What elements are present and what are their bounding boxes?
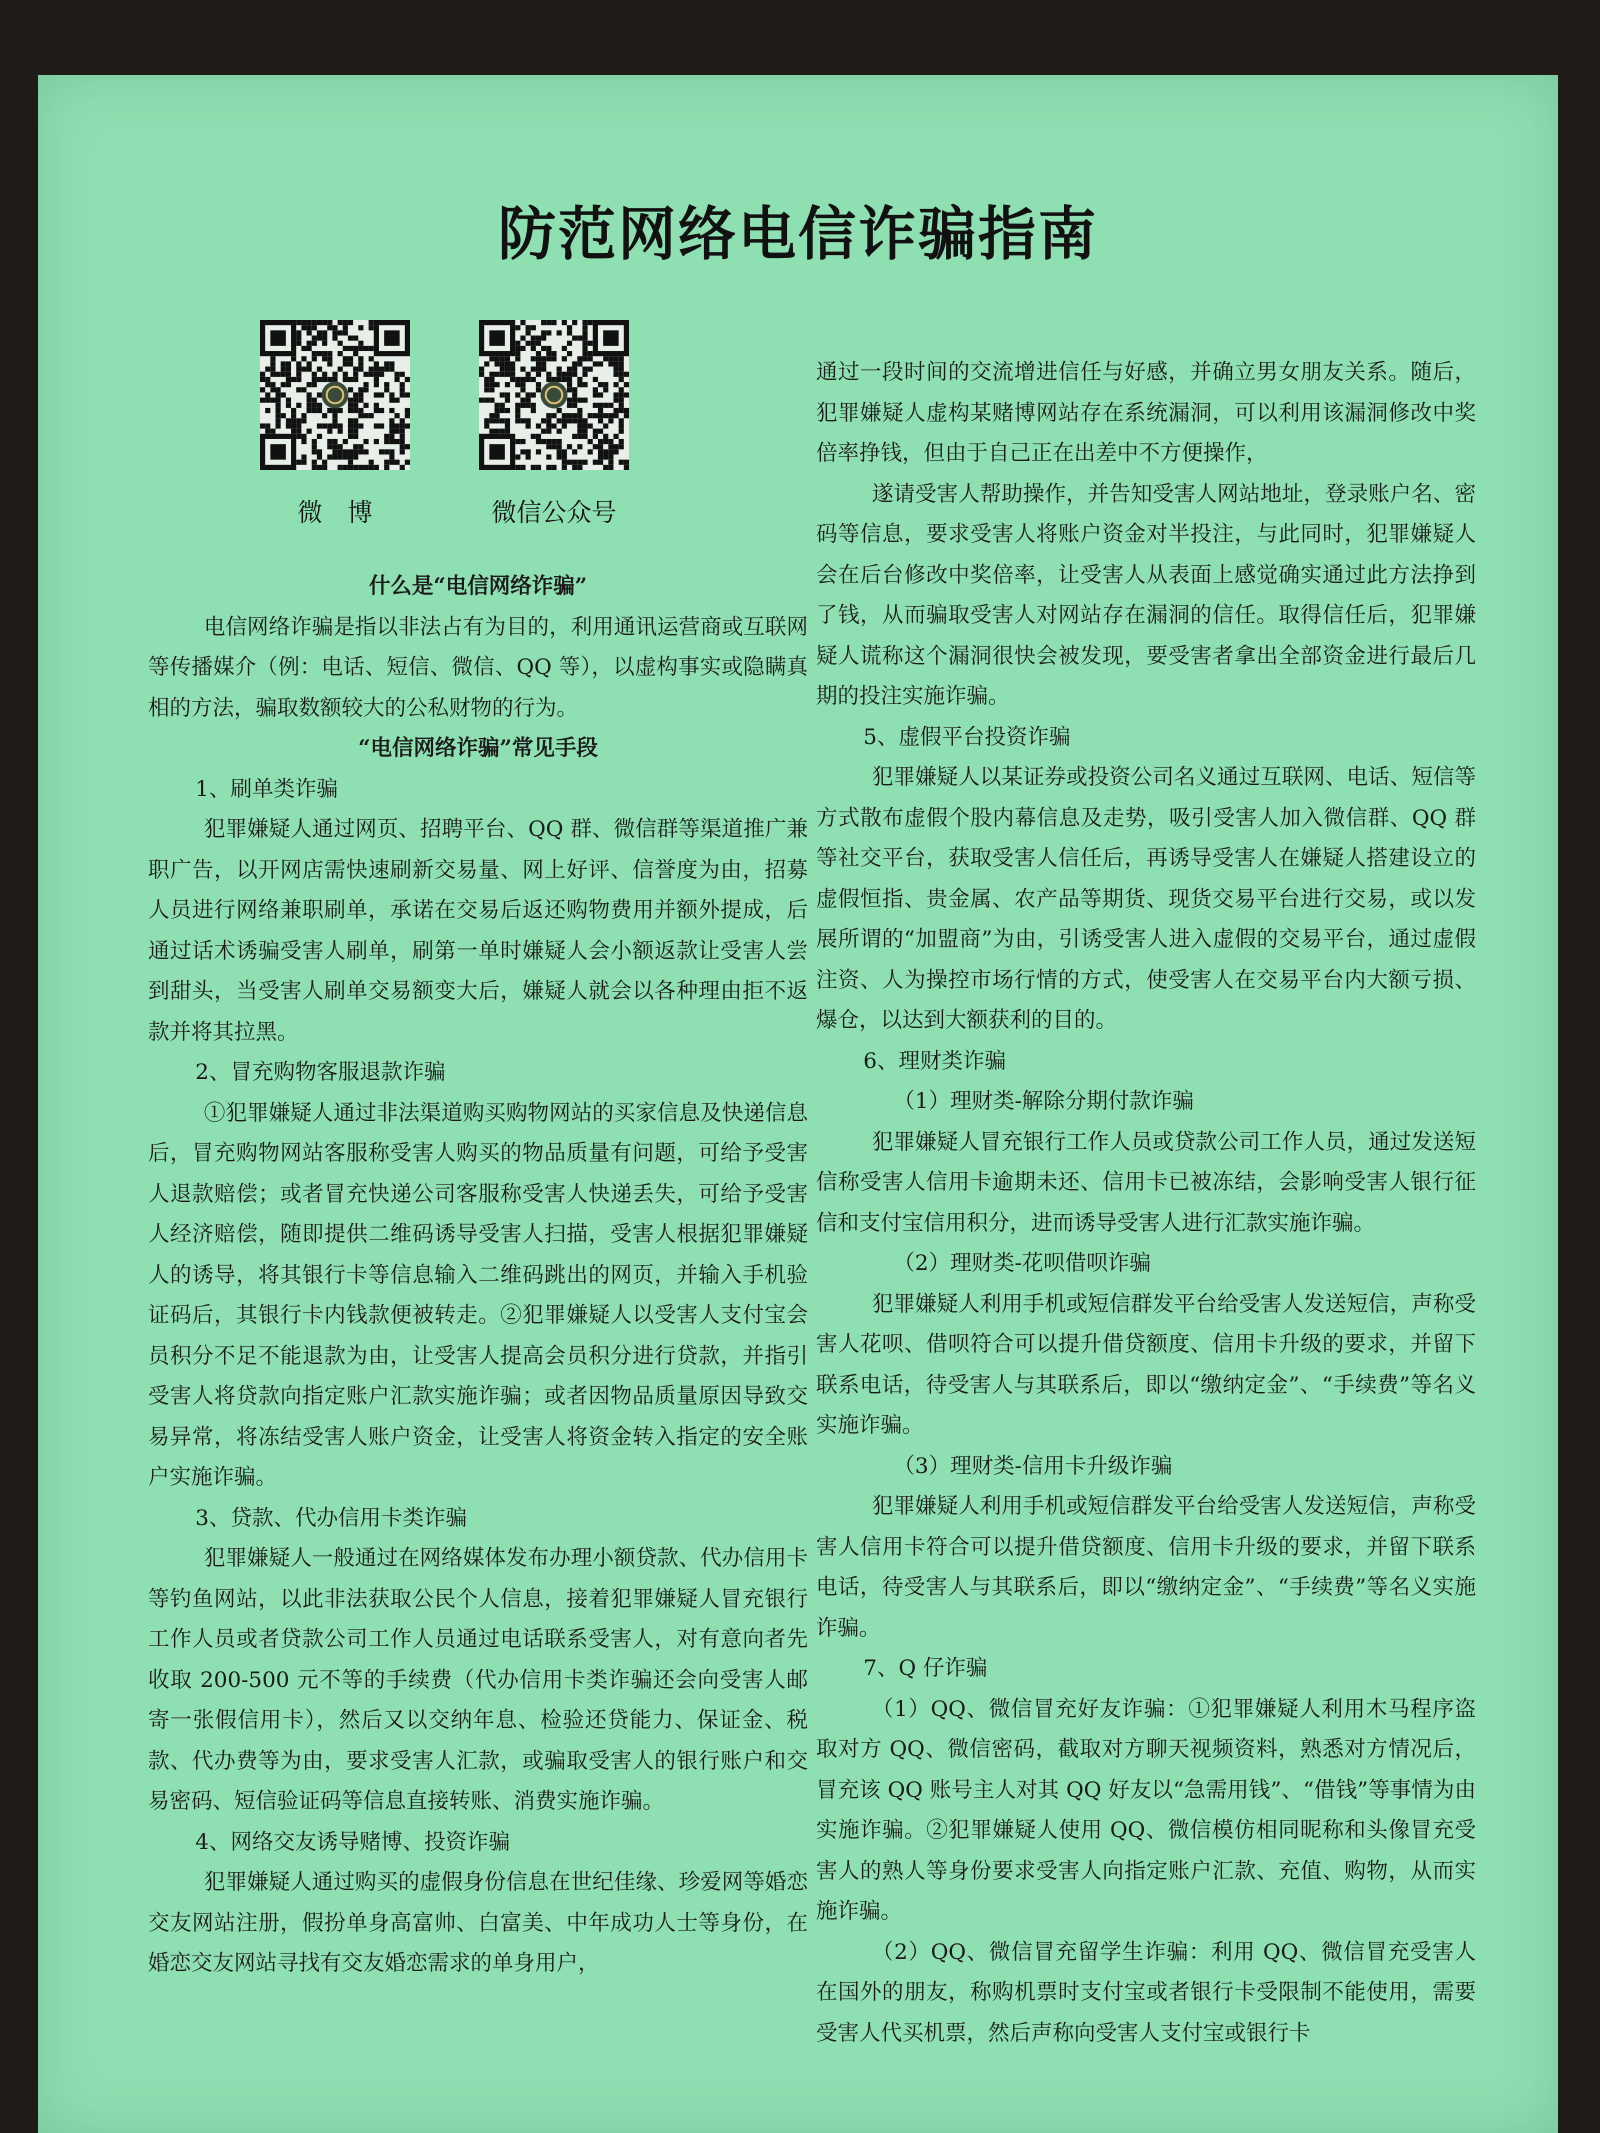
subsection-heading: 2、冒充购物客服退款诈骗 [195, 1060, 446, 1085]
left-column [148, 567, 808, 1985]
paragraph: 遂请受害人帮助操作，并告知受害人网站地址，登录账户名、密码等信息，要求受害人将账户资金对半投注，与此同时，犯罪嫌疑人会在后台修改中奖倍率，让受害人从表面上感觉确实通过此方法挣到了钱，从而骗取受害人对网站存在漏洞的信任。取得信任后，犯罪嫌疑人谎称这个漏洞很快会被发现，要受害者拿出全部资金进行最后几期的投注实施诈骗。 [816, 481, 1476, 709]
qr-code-icon [260, 320, 410, 470]
paragraph: 犯罪嫌疑人以某证券或投资公司名义通过互联网、电话、短信等方式散布虚假个股内幕信息及走势，吸引受害人加入微信群、QQ 群等社交平台，获取受害人信任后，再诱导受害人在嫌疑人搭建设立的虚假恒指、贵金属、农产品等期货、现货交易平台进行交易，或以发展所谓的“加盟商”为由，引诱受害人进入虚假的交易平台，通过虚假注资、人为操控市场行情的方式，使受害人在交易平台内大额亏损、爆仓，以达到大额获利的目的。 [816, 765, 1476, 1033]
subsection-heading: （3）理财类-信用卡升级诈骗 [893, 1453, 1173, 1479]
weibo-qr-label: 微 博 [297, 498, 373, 527]
paragraph: 电信网络诈骗是指以非法占有为目的，利用通讯运营商或互联网等传播媒介（例：电话、短信、微信、QQ 等），以虚构事实或隐瞒真相的方法，骗取数额较大的公私财物的行为。 [148, 614, 808, 721]
paragraph: 犯罪嫌疑人通过购买的虚假身份信息在世纪佳缘、珍爱网等婚恋交友网站注册，假扮单身高富帅、白富美、中年成功人士等身份，在婚恋交友网站寻找有交友婚恋需求的单身用户， [148, 1870, 808, 1976]
wechat-qr-label: 微信公众号 [491, 498, 617, 527]
paragraph: 犯罪嫌疑人利用手机或短信群发平台给受害人发送短信，声称受害人信用卡符合可以提升借贷额度、信用卡升级的要求，并留下联系电话，待受害人与其联系后，即以“缴纳定金”、“手续费”等名义实施诈骗。 [816, 1494, 1476, 1641]
subsection-heading: 1、刷单类诈骗 [195, 776, 338, 802]
right-column [816, 353, 1476, 2054]
paragraph: 犯罪嫌疑人通过网页、招聘平台、QQ 群、微信群等渠道推广兼职广告，以开网店需快速刷新交易量、网上好评、信誉度为由，招募人员进行网络兼职刷单，承诺在交易后返还购物费用并额外提成，后通过话术诱骗受害人刷单，刷第一单时嫌疑人会小额返款让受害人尝到甜头，当受害人刷单交易额变大后，嫌疑人就会以各种理由拒不返款并将其拉黑。 [148, 817, 808, 1045]
paragraph: ①犯罪嫌疑人通过非法渠道购买购物网站的买家信息及快递信息后，冒充购物网站客服称受害人购买的物品质量有问题，可给予受害人退款赔偿；或者冒充快递公司客服称受害人快递丢失，可给予受害人经济赔偿，随即提供二维码诱导受害人扫描，受害人根据犯罪嫌疑人的诱导，将其银行卡等信息输入二维码跳出的网页，并输入手机验证码后，其银行卡内钱款便被转走。②犯罪嫌疑人以受害人支付宝会员积分不足不能退款为由，让受害人提高会员积分进行贷款，并指引受害人将贷款向指定账户汇款实施诈骗；或者因物品质量原因导致交易异常，将冻结受害人账户资金，让受害人将资金转入指定的安全账户实施诈骗。 [148, 1100, 808, 1490]
subsection-heading: （1）理财类-解除分期付款诈骗 [893, 1089, 1194, 1114]
qr-code-icon [479, 320, 629, 470]
subsection-heading: 6、理财类诈骗 [863, 1048, 1006, 1074]
paragraph: 犯罪嫌疑人冒充银行工作人员或贷款公司工作人员，通过发送短信称受害人信用卡逾期未还、信用卡已被冻结，会影响受害人银行征信和支付宝信用积分，进而诱导受害人进行汇款实施诈骗。 [816, 1129, 1476, 1236]
page-title: 防范网络电信诈骗指南 [497, 200, 1098, 268]
subsection-heading: 5、虚假平台投资诈骗 [863, 724, 1071, 750]
subsection-heading: 7、Q 仔诈骗 [863, 1656, 988, 1681]
paragraph: （1）QQ、微信冒充好友诈骗：①犯罪嫌疑人利用木马程序盗取对方 QQ、微信密码，截取对方聊天视频资料，熟悉对方情况后，冒充该 QQ 账号主人对其 QQ 好友以“急需用钱”、“借钱”等事情为由实施诈骗。②犯罪嫌疑人使用 QQ、微信模仿相同昵称和头像冒充受害人的熟人等身份要求受害人向指定账户汇款、充值、购物，从而实施诈骗。 [816, 1696, 1476, 1924]
paragraph: 通过一段时间的交流增进信任与好感，并确立男女朋友关系。随后，犯罪嫌疑人虚构某赌博网站存在系统漏洞，可以利用该漏洞修改中奖倍率挣钱，但由于自己正在出差中不方便操作， [816, 360, 1476, 466]
subsection-heading: 4、网络交友诱导赌博、投资诈骗 [195, 1829, 510, 1855]
section-heading: “电信网络诈骗”常见手段 [358, 736, 598, 761]
weibo-qr-code [260, 320, 410, 470]
paragraph: 犯罪嫌疑人一般通过在网络媒体发布办理小额贷款、代办信用卡等钓鱼网站，以此非法获取公民个人信息，接着犯罪嫌疑人冒充银行工作人员或者贷款公司工作人员通过电话联系受害人，对有意向者先收取 200-500 元不等的手续费（代办信用卡类诈骗还会向受害人邮寄一张假信用卡），然后又以交纳年息、检验还贷能力、保证金、税款、代办费等为由，要求受害人汇款，或骗取受害人的银行账户和交易密码、短信验证码等信息直接转账、消费实施诈骗。 [148, 1546, 808, 1814]
section-heading: 什么是“电信网络诈骗” [368, 574, 588, 599]
subsection-heading: （2）理财类-花呗借呗诈骗 [893, 1251, 1151, 1276]
paragraph: （2）QQ、微信冒充留学生诈骗：利用 QQ、微信冒充受害人在国外的朋友，称购机票时支付宝或者银行卡受限制不能使用，需要受害人代买机票，然后声称向受害人支付宝或银行卡 [816, 1939, 1476, 2046]
subsection-heading: 3、贷款、代办信用卡类诈骗 [195, 1505, 467, 1531]
paper-sheet [38, 75, 1558, 2133]
wechat-qr-code [479, 320, 629, 470]
paragraph: 犯罪嫌疑人利用手机或短信群发平台给受害人发送短信，声称受害人花呗、借呗符合可以提升借贷额度、信用卡升级的要求，并留下联系电话，待受害人与其联系后，即以“缴纳定金”、“手续费”等名义实施诈骗。 [816, 1291, 1476, 1438]
